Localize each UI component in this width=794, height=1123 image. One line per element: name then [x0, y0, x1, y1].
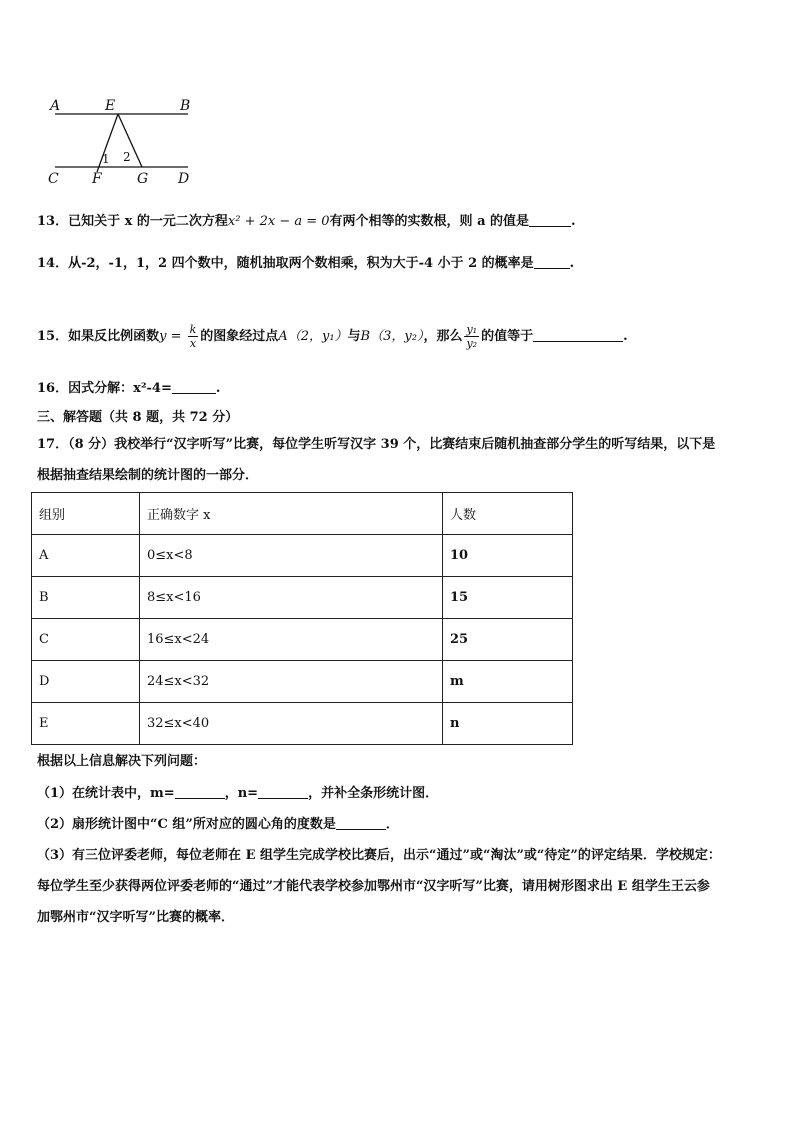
q17-prompt: 根据以上信息解决下列问题：	[37, 754, 207, 769]
q17-sub-3-line-2: 每位学生至少获得两位评委老师的“通过”才能代表学校参加鄂州市“汉字听写”比赛，请用树形图求出 E 组学生王云参	[37, 879, 710, 894]
cell-range: 0≤x<8	[140, 535, 443, 577]
q15-text-4: 的值等于	[481, 329, 534, 344]
q16-period: .	[215, 381, 221, 396]
label-a: A	[50, 98, 61, 114]
q15-y: y	[159, 329, 167, 344]
cell-range: 32≤x<40	[140, 703, 443, 745]
table-row	[32, 703, 573, 745]
cell-count: 15	[443, 577, 573, 619]
header-group: 组别	[32, 493, 140, 535]
cell-range: 16≤x<24	[140, 619, 443, 661]
q17-intro-line-2: 根据抽查结果绘制的统计图的一部分．	[37, 468, 259, 483]
q15-period: .	[623, 329, 628, 344]
q15-k: k	[189, 323, 197, 336]
q16-text: 16．因式分解：x²-4=	[37, 381, 172, 396]
cell-count: n	[443, 703, 573, 745]
label-c: C	[48, 171, 59, 187]
q15-x: x	[189, 337, 197, 350]
m-answer-blank[interactable]	[175, 784, 225, 799]
table-row	[32, 619, 573, 661]
cell-group: C	[32, 619, 140, 661]
angle-2-label: 2	[123, 150, 131, 164]
n-answer-blank[interactable]	[258, 784, 308, 799]
q17-sub-1	[37, 784, 438, 804]
q13-period: .	[571, 214, 576, 229]
cell-group: B	[32, 577, 140, 619]
q17-sub-3-line-1: （3）有三位评委老师，每位老师在 E 组学生完成学校比赛后，出示“通过”或“淘汰”或“待定”的评定结果．学校规定：	[37, 848, 721, 863]
cell-range: 8≤x<16	[140, 577, 443, 619]
q17-sub1-end: ，并补全条形统计图．	[308, 786, 439, 801]
q17-sub-3-line-3: 加鄂州市“汉字听写”比赛的概率．	[37, 910, 234, 925]
q15-y1: y₁	[466, 323, 478, 336]
q15-y2: y₂	[466, 337, 478, 350]
q15-text-3: ，那么	[423, 329, 463, 344]
cell-group: D	[32, 661, 140, 703]
section-title: 三、解答题（共 8 题，共 72 分）	[37, 410, 239, 425]
cell-count: m	[443, 661, 573, 703]
table-row	[32, 535, 573, 577]
cell-count: 10	[443, 535, 573, 577]
q14-text: 14．从-2，-1，1，2 四个数中，随机抽取两个数相乘，积为大于-4 小于 2 的概率是	[37, 256, 534, 271]
label-b: B	[180, 98, 191, 114]
header-correct-count: 正确数字 x	[140, 493, 443, 535]
q14-period: .	[569, 256, 575, 271]
question-16	[37, 379, 220, 399]
q17-sub2-text: （2）扇形统计图中“C 组”所对应的圆心角的度数是	[37, 817, 336, 832]
q13-equation: x² + 2x − a = 0	[227, 214, 330, 229]
q17-sub2-end: ．	[385, 817, 399, 832]
q14-answer-blank[interactable]	[534, 254, 570, 269]
q17-sub1-text: （1）在统计表中，m=	[37, 786, 175, 801]
q15-point-a: A（2，y₁）	[278, 329, 348, 344]
q15-text-2: 的图象经过点	[200, 329, 279, 344]
cell-count: 25	[443, 619, 573, 661]
q15-point-b: B（3，y₂）	[360, 329, 424, 344]
statistics-table	[31, 492, 573, 745]
header-people: 人数	[443, 493, 573, 535]
cell-range: 24≤x<32	[140, 661, 443, 703]
q13-answer-blank[interactable]	[529, 212, 571, 227]
q15-answer-blank[interactable]	[533, 327, 623, 342]
q17-sub-2	[37, 815, 399, 835]
q17-intro-line-1: 17．（8 分）我校举行“汉字听写”比赛，每位学生听写汉字 39 个，比赛结束后随机抽查部分学生的听写结果，以下是	[37, 437, 716, 452]
q15-equals: =	[166, 329, 186, 344]
q13-text-after: 有两个相等的实数根，则 a 的值是	[329, 214, 530, 229]
q15-fraction-y1-over-y2	[464, 323, 479, 350]
q13-text: 13．已知关于 x 的一元二次方程	[37, 214, 228, 229]
table-row	[32, 661, 573, 703]
cell-group: A	[32, 535, 140, 577]
q15-with: 与	[347, 329, 361, 344]
q15-fraction-k-over-x	[188, 323, 199, 350]
label-g: G	[137, 171, 149, 187]
table-header-row	[32, 493, 573, 535]
label-d: D	[178, 171, 190, 187]
q15-text: 15．如果反比例函数	[37, 329, 160, 344]
question-15	[37, 322, 628, 352]
table-row	[32, 577, 573, 619]
question-13	[37, 212, 576, 232]
angle-answer-blank[interactable]	[336, 815, 386, 830]
question-14	[37, 254, 574, 274]
label-f: F	[92, 171, 102, 187]
angle-1-label: 1	[102, 152, 110, 166]
q16-answer-blank[interactable]	[172, 379, 216, 394]
parallel-lines-figure	[40, 90, 200, 190]
label-e: E	[105, 98, 116, 114]
q17-sub1-n: ，n=	[224, 786, 259, 801]
cell-group: E	[32, 703, 140, 745]
